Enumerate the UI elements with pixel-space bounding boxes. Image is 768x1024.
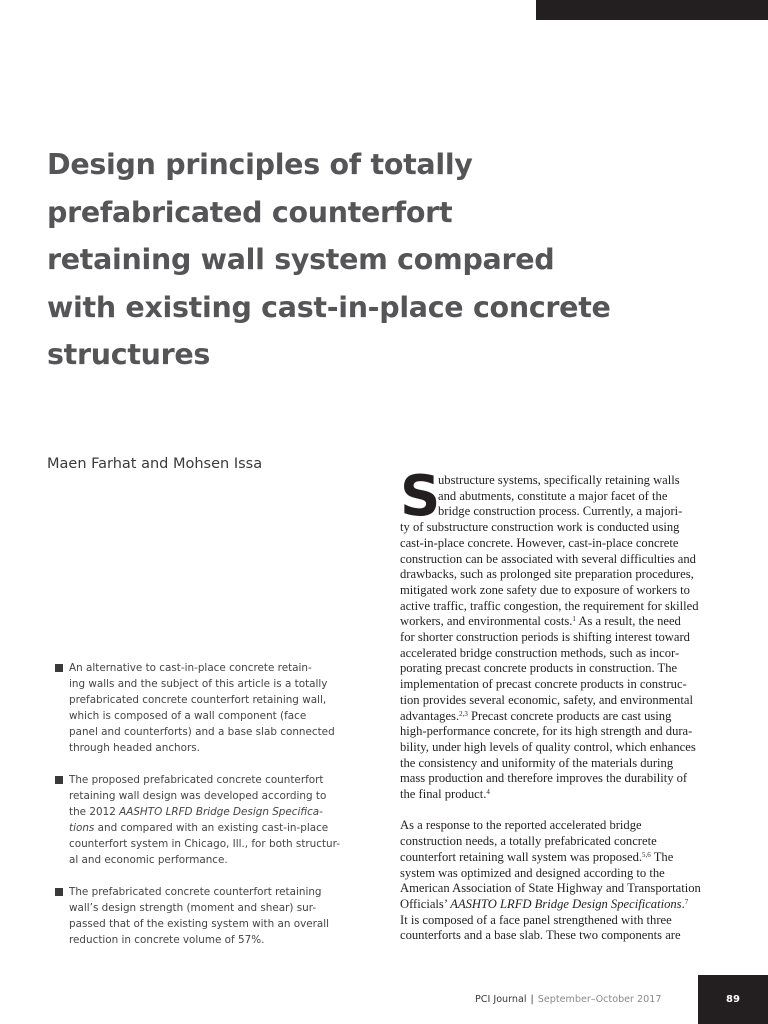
issue-date: September–October 2017 [537, 994, 662, 1005]
square-bullet-icon [55, 776, 63, 784]
body-line: tion provides several economic, safety, and environmental [400, 692, 693, 707]
body-line: mitigated work zone safety due to exposure of workers to [400, 582, 690, 597]
citation-superscript: 4 [486, 788, 490, 797]
citation-superscript: 5,6 [642, 850, 651, 859]
body-line: system was optimized and designed according to the [400, 865, 665, 880]
abstract-line: reduction in concrete volume of 57%. [69, 934, 265, 946]
body-line: cast-in-place concrete. However, cast-in-place concrete [400, 535, 679, 550]
body-line: It is composed of a face panel strengthened with three [400, 912, 672, 927]
header-bar [536, 0, 768, 20]
abstract-text: and compared with an existing cast-in-place [94, 822, 329, 834]
citation-superscript: 1 [572, 615, 576, 624]
body-line: and abutments, constitute a major facet of the [438, 488, 668, 503]
drop-cap: S [400, 464, 441, 529]
body-line: active traffic, traffic congestion, the requirement for skilled [400, 598, 699, 613]
title-line: with existing cast-in-place concrete [47, 290, 611, 324]
abstract-line: prefabricated concrete counterfort retaining wall, [69, 694, 327, 706]
body-text-run: Officials’ [400, 896, 451, 911]
body-line: construction needs, a totally prefabricated concrete [400, 834, 657, 849]
abstract-line: An alternative to cast-in-place concrete retain- [69, 662, 312, 674]
body-text-run: The [650, 849, 674, 864]
abstract-line: through headed anchors. [69, 742, 200, 754]
abstract-line: The prefabricated concrete counterfort retaining [69, 886, 322, 898]
body-line: As a response to the reported accelerated bridge [400, 818, 642, 833]
abstract-item [55, 884, 375, 948]
body-text-run: . [681, 896, 685, 911]
body-line: for shorter construction periods is shifting interest toward [400, 630, 690, 645]
abstract-line [69, 804, 375, 820]
body-line: high-performance concrete, for its high strength and dura- [400, 724, 693, 739]
abstract-item [55, 660, 375, 756]
article-title [47, 141, 611, 379]
body-line [400, 709, 720, 725]
running-footer [475, 994, 661, 1005]
body-text-run: workers, and environmental costs. [400, 614, 573, 629]
paragraph-gap [400, 803, 720, 819]
body-line: porating precast concrete products in construction. The [400, 661, 678, 676]
body-line: ty of substructure construction work is conducted using [400, 520, 680, 535]
title-line: Design principles of totally [47, 148, 473, 181]
title-line: structures [47, 338, 211, 371]
body-line: American Association of State Highway and Transportation [400, 881, 701, 896]
spec-title-italic: tions [69, 822, 95, 834]
body-line: accelerated bridge construction methods, such as incor- [400, 645, 680, 660]
body-line: construction can be associated with several difficulties and [400, 551, 696, 566]
body-line: ubstructure systems, specifically retaining walls [438, 473, 680, 487]
body-line: bility, under high levels of quality control, which enhances [400, 739, 696, 754]
abstract-line: retaining wall design was developed according to [69, 790, 327, 802]
body-text [400, 473, 720, 944]
footer-separator: | [530, 994, 534, 1005]
body-line [400, 897, 720, 913]
body-line: drawbacks, such as prolonged site preparation procedures, [400, 567, 694, 582]
citation-superscript: 7 [684, 897, 689, 906]
abstract-line: panel and counterforts) and a base slab connected [69, 726, 335, 738]
body-text-run: the final product. [400, 787, 487, 802]
square-bullet-icon [55, 888, 63, 896]
page-number: 89 [698, 975, 768, 1024]
body-line: counterforts and a base slab. These two components are [400, 928, 681, 943]
body-text-run: counterfort retaining wall system was proposed. [400, 849, 643, 864]
abstract-line [69, 820, 375, 836]
body-line: bridge construction process. Currently, a majori- [438, 504, 683, 519]
body-line: implementation of precast concrete products in construc- [400, 677, 687, 692]
spec-title-italic: AASHTO LRFD Bridge Design Specifications [450, 896, 682, 911]
abstract-line: counterfort system in Chicago, Ill., for both structur- [69, 838, 340, 850]
title-line: prefabricated counterfort [47, 195, 453, 229]
citation-superscript: 2,3 [459, 709, 468, 718]
body-line: the consistency and uniformity of the materials during [400, 755, 674, 770]
abstract-line: al and economic performance. [69, 854, 228, 866]
spec-title-italic: AASHTO LRFD Bridge Design Specifica- [119, 806, 323, 818]
body-text-run: advantages. [400, 708, 460, 723]
abstract-item [55, 772, 375, 868]
abstract-line: passed that of the existing system with an overall [69, 918, 330, 930]
body-text-run: Precast concrete products are cast using [467, 708, 672, 723]
abstract-line: which is composed of a wall component (face [69, 710, 307, 722]
abstract-text: the 2012 [69, 806, 120, 818]
body-line [400, 787, 720, 803]
body-line: mass production and therefore improves the durability of [400, 771, 688, 786]
abstract-line: wall’s design strength (moment and shear) sur- [69, 902, 317, 914]
abstract-list [55, 660, 375, 964]
journal-name: PCI Journal [475, 994, 527, 1005]
square-bullet-icon [55, 664, 63, 672]
authors: Maen Farhat and Mohsen Issa [47, 456, 263, 472]
body-line [400, 614, 720, 630]
abstract-line: The proposed prefabricated concrete counterfort [69, 774, 324, 786]
title-line: retaining wall system compared [47, 243, 555, 276]
body-text-run: As a result, the need [575, 614, 681, 629]
body-line [400, 850, 720, 866]
abstract-line: ing walls and the subject of this article is a totally [69, 678, 328, 690]
